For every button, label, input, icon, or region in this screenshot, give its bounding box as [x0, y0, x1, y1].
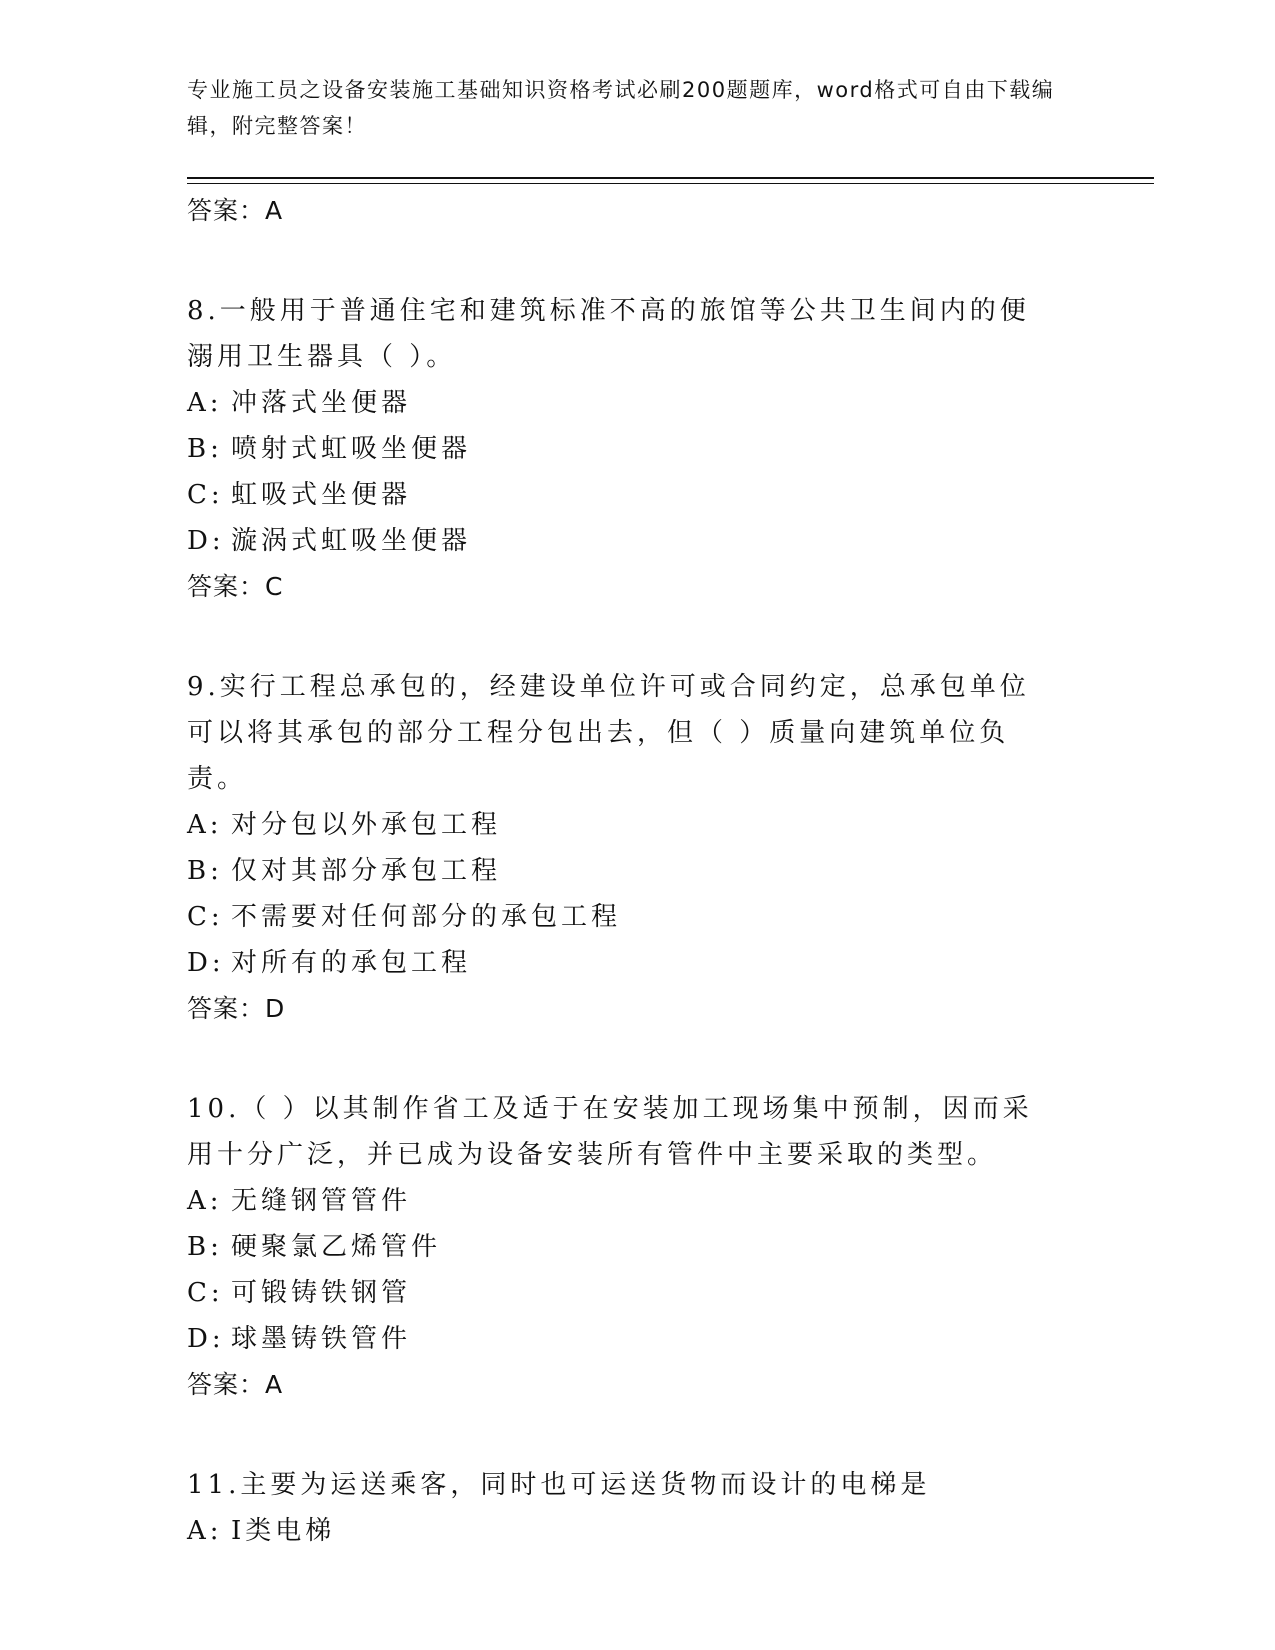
option-a — [187, 1508, 1087, 1554]
option-letter: C: — [187, 1278, 224, 1308]
option-text: 虹吸式坐便器 — [231, 480, 412, 510]
option-c — [187, 894, 1087, 940]
question-stem: 10.（ ）以其制作省工及适于在安装加工现场集中预制，因而采用十分广泛，并已成为设备安装所有管件中主要采取的类型。 — [187, 1094, 1033, 1170]
spacer — [187, 1032, 1087, 1086]
option-text: 无缝钢管管件 — [231, 1186, 412, 1216]
question-stem: 11.主要为运送乘客，同时也可运送货物而设计的电梯是 — [187, 1470, 931, 1500]
option-text: 不需要对任何部分的承包工程 — [231, 902, 622, 932]
option-text: Ⅰ类电梯 — [231, 1516, 336, 1546]
question-block — [187, 288, 1087, 610]
option-letter: B: — [187, 1232, 223, 1262]
option-letter: A: — [187, 388, 223, 418]
spacer — [187, 234, 1087, 288]
option-text: 喷射式虹吸坐便器 — [231, 434, 472, 464]
question-block — [187, 1462, 1087, 1554]
option-text: 对分包以外承包工程 — [231, 810, 502, 840]
answer-line: 答案：A — [187, 1370, 284, 1399]
header-divider-thin — [187, 183, 1154, 184]
spacer — [187, 610, 1087, 664]
question-stem: 9.实行工程总承包的，经建设单位许可或合同约定，总承包单位可以将其承包的部分工程分包出去，但（ ）质量向建筑单位负责。 — [187, 672, 1030, 794]
spacer — [187, 1408, 1087, 1462]
option-a — [187, 380, 1087, 426]
option-a — [187, 802, 1087, 848]
option-d — [187, 940, 1087, 986]
header-divider — [187, 177, 1154, 179]
question-block — [187, 1086, 1087, 1408]
option-letter: D: — [187, 526, 225, 556]
option-text: 漩涡式虹吸坐便器 — [231, 526, 472, 556]
option-text: 球墨铸铁管件 — [231, 1324, 412, 1354]
answer-line: 答案：D — [187, 994, 286, 1023]
option-letter: D: — [187, 1324, 225, 1354]
option-letter: C: — [187, 902, 224, 932]
option-text: 可锻铸铁钢管 — [231, 1278, 412, 1308]
option-a — [187, 1178, 1087, 1224]
option-b — [187, 848, 1087, 894]
page-header: 专业施工员之设备安装施工基础知识资格考试必刷200题题库，word格式可自由下载编辑，附完整答案！ — [187, 78, 1055, 138]
option-letter: D: — [187, 948, 225, 978]
question-list — [187, 188, 1087, 1554]
option-letter: C: — [187, 480, 224, 510]
option-text: 硬聚氯乙烯管件 — [231, 1232, 442, 1262]
answer-line: 答案：A — [187, 196, 284, 225]
option-letter: B: — [187, 434, 223, 464]
option-b — [187, 1224, 1087, 1270]
answer-line: 答案：C — [187, 572, 284, 601]
question-stem: 8.一般用于普通住宅和建筑标准不高的旅馆等公共卫生间内的便溺用卫生器具（ ）。 — [187, 296, 1030, 372]
option-c — [187, 472, 1087, 518]
option-letter: A: — [187, 810, 223, 840]
option-letter: A: — [187, 1186, 223, 1216]
option-d — [187, 518, 1087, 564]
option-letter: A: — [187, 1516, 223, 1546]
option-d — [187, 1316, 1087, 1362]
question-block — [187, 664, 1087, 1032]
option-text: 冲落式坐便器 — [231, 388, 412, 418]
option-c — [187, 1270, 1087, 1316]
option-text: 对所有的承包工程 — [231, 948, 472, 978]
option-letter: B: — [187, 856, 223, 886]
option-b — [187, 426, 1087, 472]
option-text: 仅对其部分承包工程 — [231, 856, 502, 886]
